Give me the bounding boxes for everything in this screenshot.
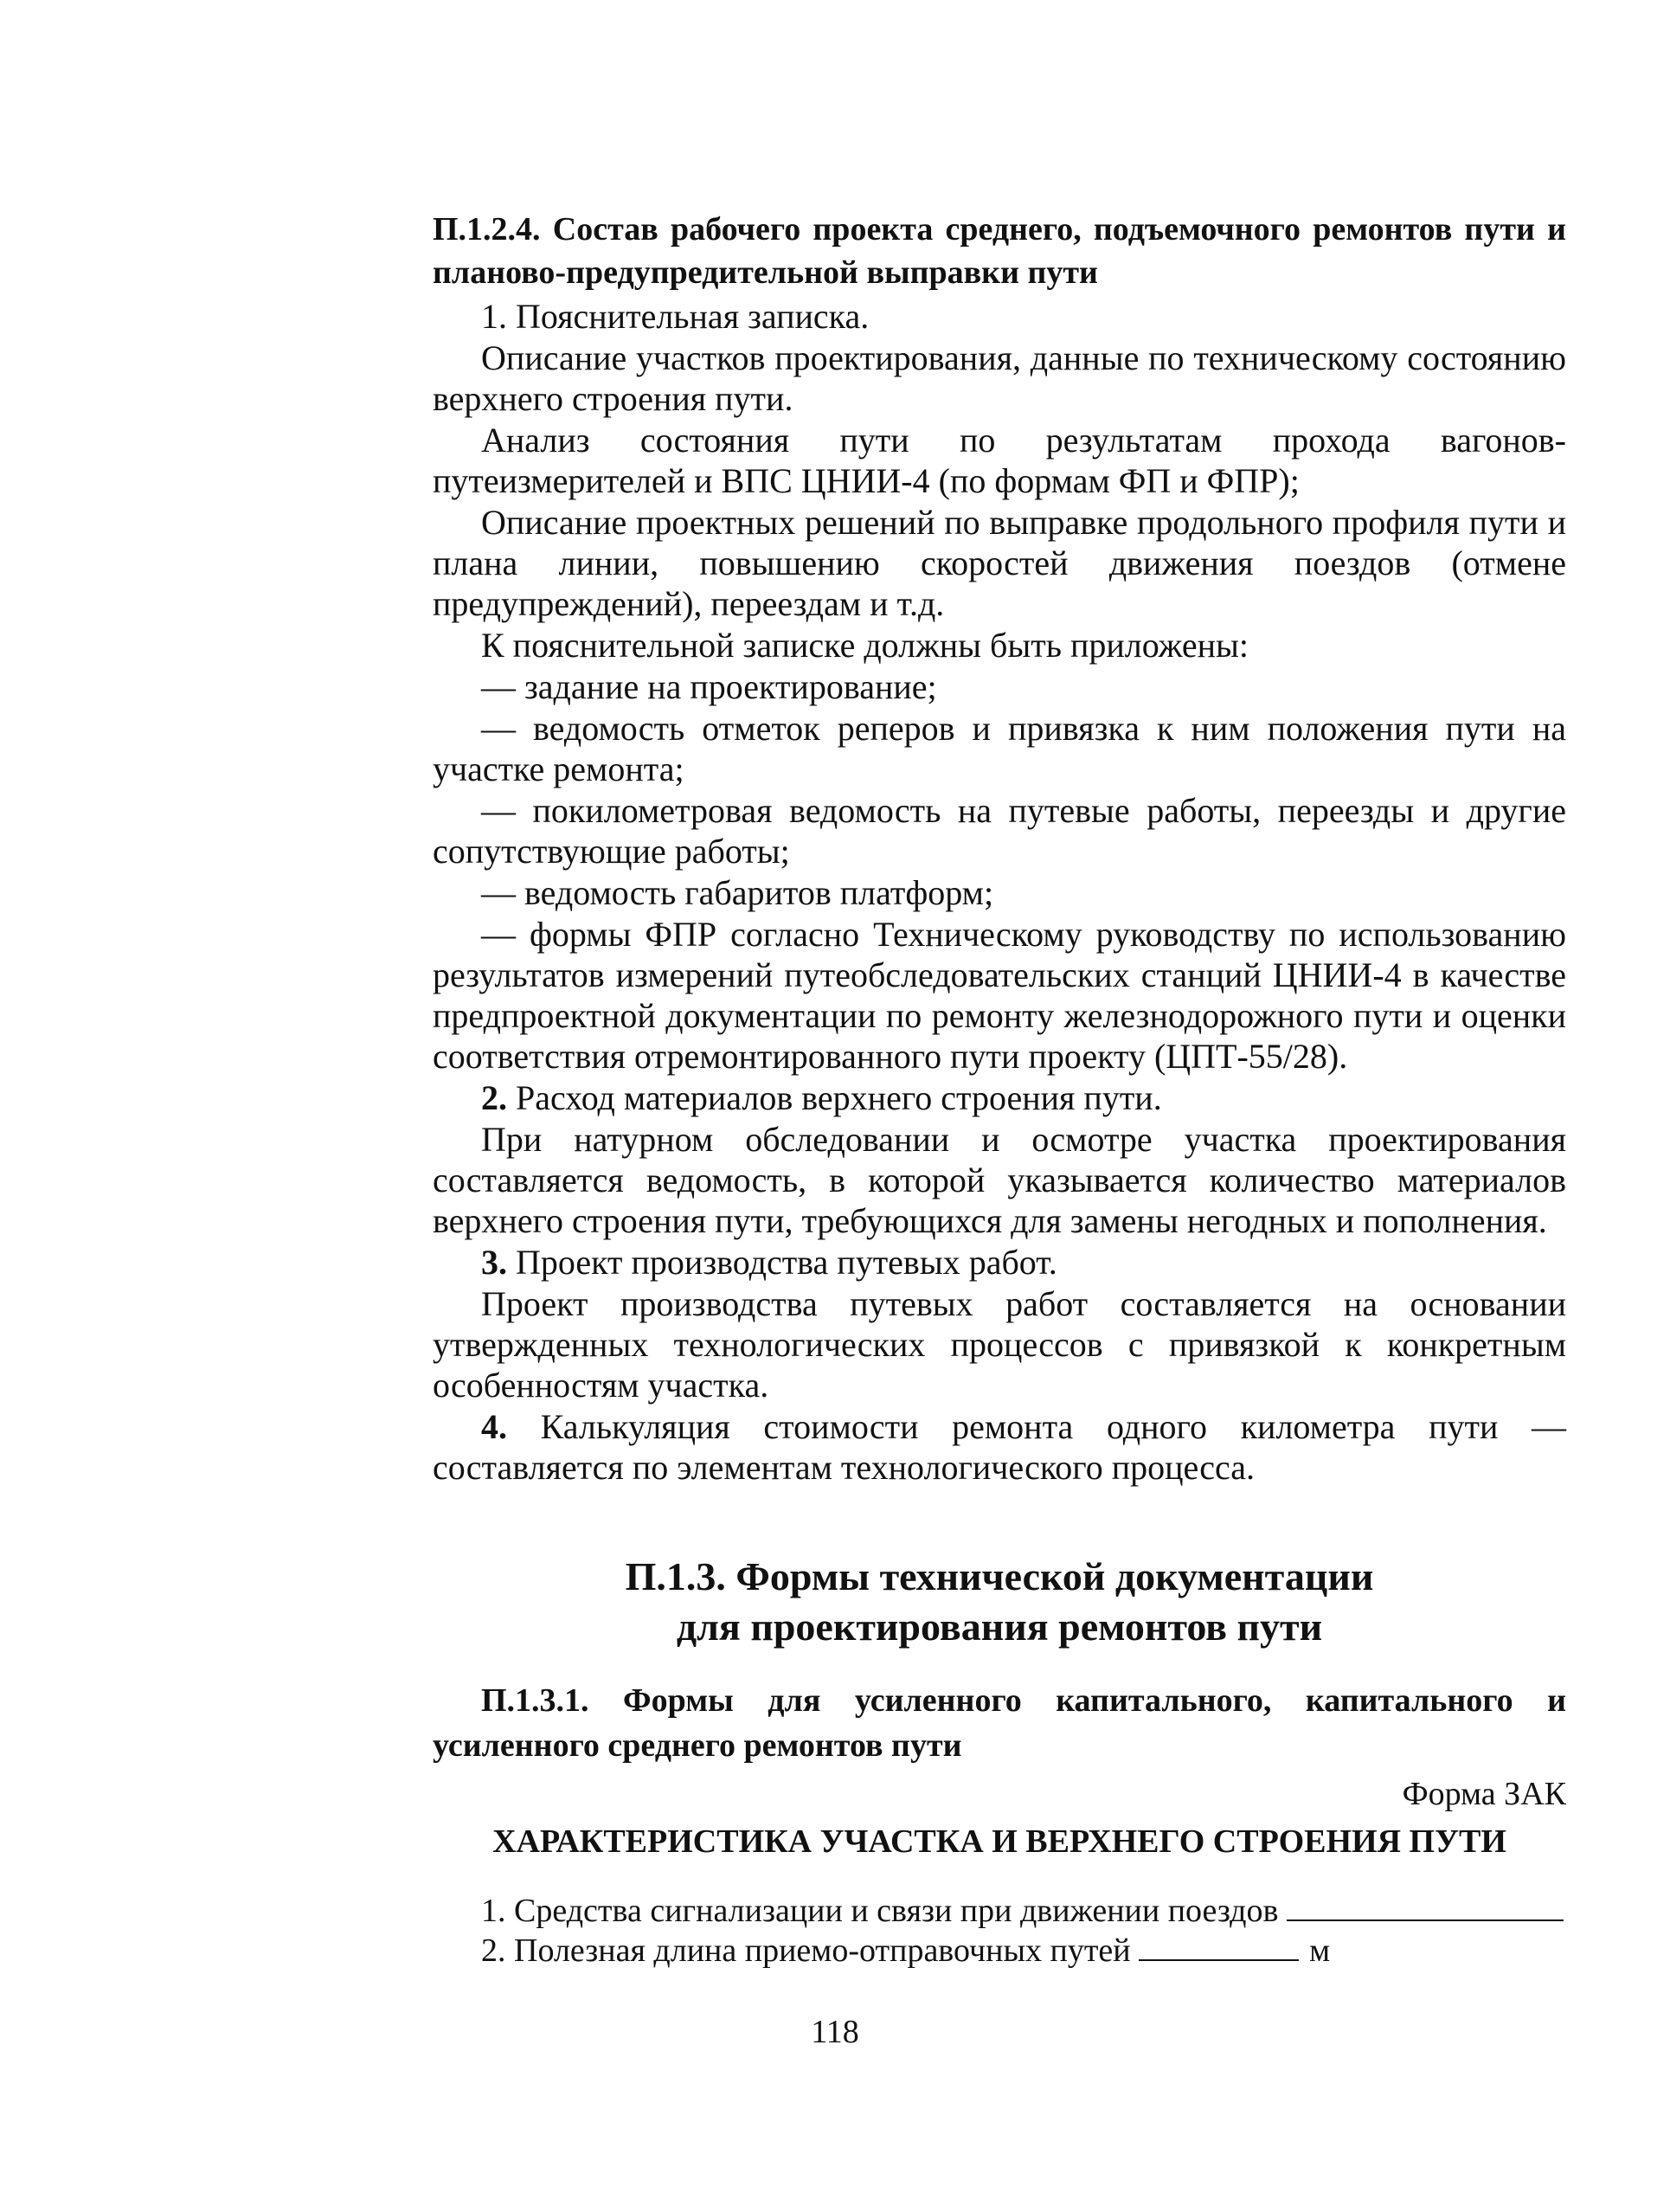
item-number: 3. — [481, 1243, 507, 1282]
item-number: 2. — [481, 1078, 507, 1117]
list-item: — формы ФПР согласно Техническому руководству по использованию результатов измерений путеобследовательских станций ЦНИИ-4 в качестве предпроектной документации по ремонту железнодорожного пути и оценки соответствия отремонтированного пути проекту (ЦПТ-55/28). — [433, 915, 1566, 1076]
list-item: — ведомость габаритов платформ; — [481, 873, 994, 912]
text-block — [433, 208, 1566, 1971]
paragraph: Описание проектных решений по выправке продольного профиля пути и плана линии, повышению скоростей движения поездов (отмене предупреждений), переездам и т.д. — [433, 503, 1566, 623]
blank-field — [1139, 1932, 1299, 1961]
item-text: Расход материалов верхнего строения пути. — [516, 1078, 1162, 1117]
section-heading: П.1.2.4. Состав рабочего проекта среднего, подъемочного ремонтов пути и планово-предупредительной выправки пути — [433, 211, 1566, 291]
paragraph: Проект производства путевых работ составляется на основании утвержденных технологических процессов с привязкой к конкретным особенностям участка. — [433, 1284, 1566, 1405]
paragraph: Описание участков проектирования, данные по техническому состоянию верхнего строения пути. — [433, 338, 1566, 418]
item-text: Калькуляция стоимости ремонта одного километра пути — составляется по элементам технологического процесса. — [433, 1407, 1566, 1487]
chapter-heading-line: для проектирования ремонтов пути — [676, 1604, 1323, 1649]
unit-label: м — [1309, 1932, 1331, 1969]
form-line-label: 1. Средства сигнализации и связи при движении поездов — [481, 1893, 1279, 1929]
form-line-label: 2. Полезная длина приемо-отправочных путей — [481, 1932, 1131, 1969]
list-item: — задание на проектирование; — [481, 667, 937, 706]
list-item: — ведомость отметок реперов и привязка к ним положения пути на участке ремонта; — [433, 709, 1566, 788]
paragraph: К пояснительной записке должны быть приложены: — [481, 626, 1249, 665]
subsection-heading: П.1.3.1. Формы для усиленного капитального, капитального и усиленного среднего ремонтов пути — [433, 1682, 1566, 1764]
form-line — [433, 1931, 1566, 1971]
numbered-item — [433, 1406, 1566, 1488]
numbered-item — [433, 1242, 1566, 1283]
list-item: — покилометровая ведомость на путевые работы, переезды и другие сопутствующие работы; — [433, 791, 1566, 871]
form-line — [433, 1891, 1566, 1931]
paragraph: При натурном обследовании и осмотре участка проектирования составляется ведомость, в которой указывается количество материалов верхнего строения пути, требующихся для замены негодных и пополнения. — [433, 1120, 1566, 1240]
form-label: Форма ЗАК — [1402, 1776, 1566, 1812]
paragraph: 1. Пояснительная записка. — [481, 297, 870, 336]
paragraph: Анализ состояния пути по результатам прохода вагонов-путеизмерителей и ВПС ЦНИИ-4 (по формам ФП и ФПР); — [433, 421, 1566, 500]
numbered-item — [433, 1077, 1566, 1118]
item-text: Проект производства путевых работ. — [516, 1243, 1057, 1282]
chapter-heading-line: П.1.3. Формы технической документации — [625, 1554, 1374, 1598]
page-number: 118 — [811, 2014, 859, 2050]
blank-field — [1287, 1892, 1564, 1921]
form-title: ХАРАКТЕРИСТИКА УЧАСТКА И ВЕРХНЕГО СТРОЕНИЯ ПУТИ — [492, 1823, 1506, 1860]
item-number: 4. — [481, 1407, 507, 1446]
chapter-heading — [433, 1552, 1566, 1652]
